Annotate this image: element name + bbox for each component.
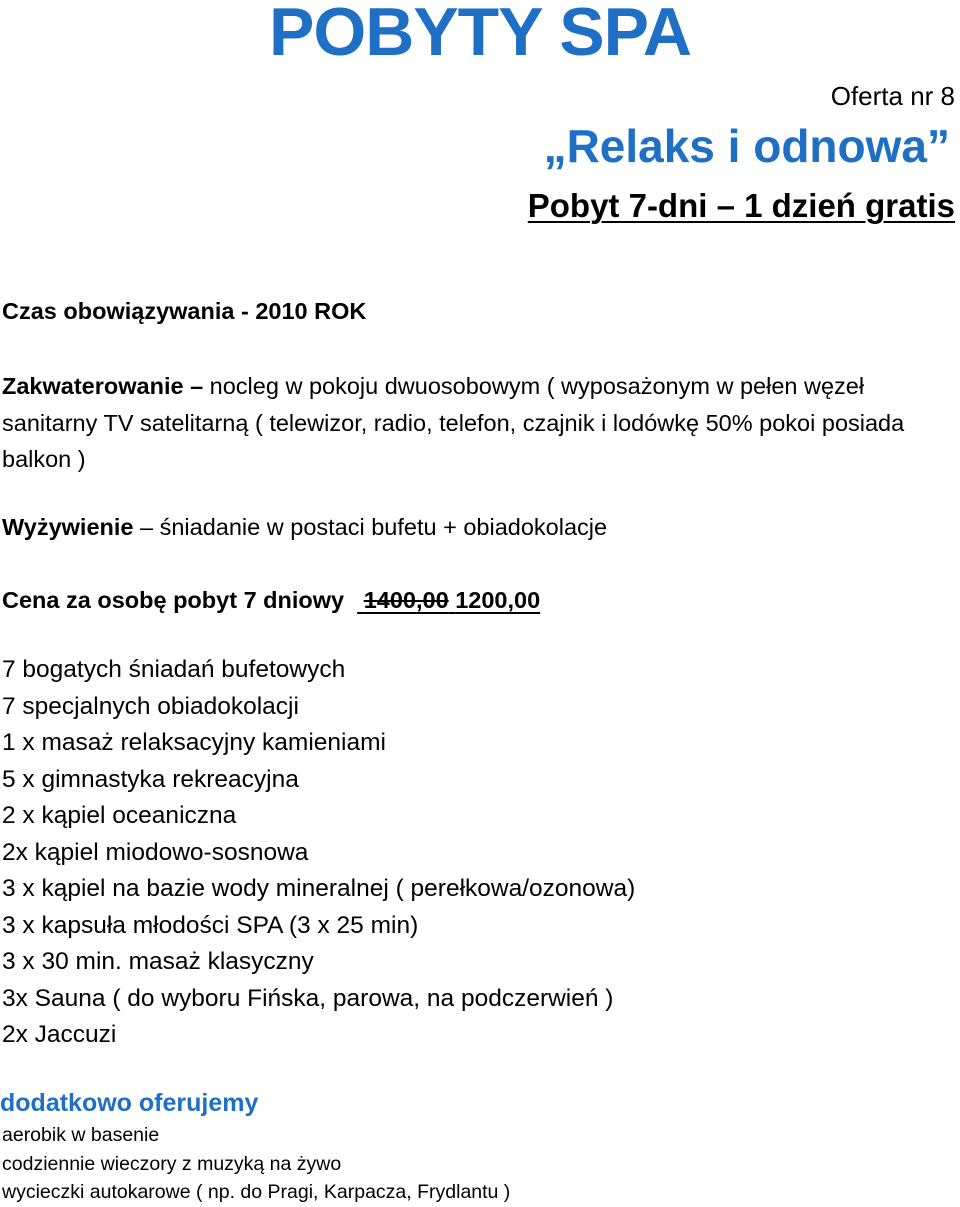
list-item: aerobik w basenie xyxy=(2,1124,160,1146)
offer-number: Oferta nr 8 xyxy=(830,81,955,111)
list-item: 3 x kąpiel na bazie wody mineralnej ( perełkowa/ozonowa) xyxy=(2,875,636,902)
list-item: 1 x masaż relaksacyjny kamieniami xyxy=(2,729,386,756)
list-item: 2x kąpiel miodowo-sosnowa xyxy=(2,838,309,866)
list-item: codziennie wieczory z muzyką na żywo xyxy=(2,1152,342,1175)
list-item: 3 x 30 min. masaż klasyczny xyxy=(2,948,314,975)
list-item: 7 specjalnych obiadokolacji xyxy=(2,692,299,720)
food-label: Wyżywienie xyxy=(2,514,134,540)
list-item: wycieczki autokarowe ( np. do Pragi, Karpacza, Frydlantu ) xyxy=(2,1181,511,1203)
offer-subtitle: „Relaks i odnowa” xyxy=(543,120,950,172)
extras-list xyxy=(2,1121,510,1207)
included-services-list xyxy=(2,652,635,1054)
food-text: – śniadanie w postaci bufetu + obiadokolacje xyxy=(133,514,608,540)
page-title: POBYTY SPA xyxy=(268,0,692,70)
price-values xyxy=(357,587,540,613)
stay-headline: Pobyt 7-dni – 1 dzień gratis xyxy=(527,187,955,224)
list-item: 3x Sauna ( do wyboru Fińska, parowa, na podczerwień ) xyxy=(2,984,614,1012)
price-old: 1400,00 xyxy=(363,587,449,613)
price-new: 1200,00 xyxy=(455,587,541,613)
accommodation-label: Zakwaterowanie – xyxy=(2,373,204,399)
price-label: Cena za osobę pobyt 7 dniowy xyxy=(2,587,345,613)
accommodation-text: nocleg w pokoju dwuosobowym ( wyposażonym w pełen węzeł sanitarny TV satelitarną ( telewizor, radio, telefon, czajnik i lodówkę 50% pokoi posiada balkon ) xyxy=(2,373,905,472)
list-item: 7 bogatych śniadań bufetowych xyxy=(2,656,346,683)
accommodation-paragraph xyxy=(2,368,952,478)
list-item: 2 x kąpiel oceaniczna xyxy=(2,802,237,829)
extras-heading: dodatkowo oferujemy xyxy=(0,1089,259,1117)
list-item: 2x Jaccuzi xyxy=(2,1021,117,1048)
validity-line: Czas obowiązywania - 2010 ROK xyxy=(2,298,367,324)
price-line xyxy=(2,585,540,615)
food-line xyxy=(2,512,607,542)
list-item: 3 x kapsuła młodości SPA (3 x 25 min) xyxy=(2,911,419,939)
list-item: 5 x gimnastyka rekreacyjna xyxy=(2,765,299,793)
